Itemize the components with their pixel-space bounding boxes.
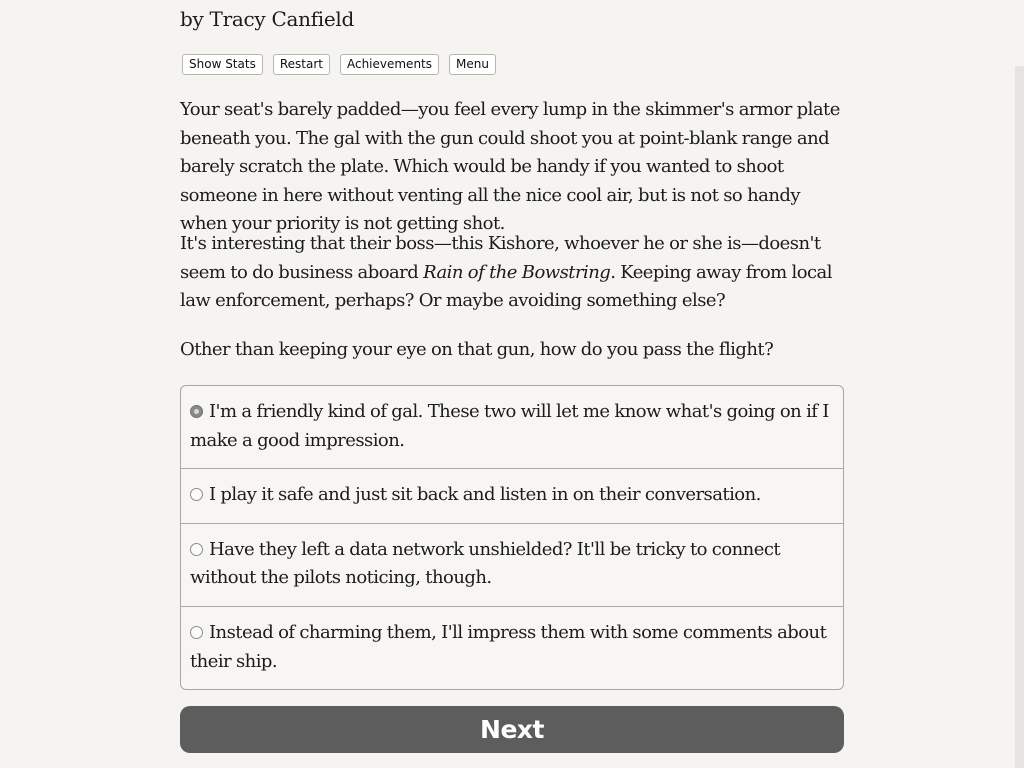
toolbar [182,54,496,75]
menu-button[interactable]: Menu [449,54,496,75]
choice-label: I play it safe and just sit back and listen in on their conversation. [209,484,761,506]
story-text-segment: It's interesting that their boss—this Kishore, whoever he or she is—doesn't seem to do business aboard [180,233,821,283]
choice-option-ship-comments[interactable] [181,606,843,689]
choice-label: Instead of charming them, I'll impress them with some comments about their ship. [190,621,827,672]
author-byline: by Tracy Canfield [180,7,354,31]
restart-button[interactable]: Restart [273,54,330,75]
choice-option-friendly[interactable] [181,386,843,468]
choice-label: Have they left a data network unshielded? It'll be tricky to connect without the pilots noticing, though. [190,538,781,589]
radio-button-selected[interactable] [190,405,203,418]
page-scrollbar[interactable] [1015,66,1024,768]
show-stats-button[interactable]: Show Stats [182,54,263,75]
radio-button[interactable] [190,488,203,501]
choice-label: I'm a friendly kind of gal. These two will let me know what's going on if I make a good impression. [190,401,829,451]
achievements-button[interactable]: Achievements [340,54,439,75]
story-text-segment: . Keeping away from local law enforcement, perhaps? Or maybe avoiding something else? [180,261,832,312]
story-paragraph: Your seat's barely padded—you feel every lump in the skimmer's armor plate beneath you. The gal with the gun could shoot you at point-blank range and barely scratch the plate. Which would be handy if you wanted to shoot someone in here without venting all the nice cool air, but is not so handy when your priority is not getting shot. [180,99,840,235]
choice-option-listen[interactable] [181,468,843,523]
radio-button[interactable] [190,543,203,556]
choice-option-data-network[interactable] [181,523,843,606]
story-paragraph [180,230,844,316]
next-button[interactable]: Next [180,706,844,753]
choice-list [180,385,844,690]
radio-button[interactable] [190,626,203,639]
choice-prompt: Other than keeping your eye on that gun, how do you pass the flight? [180,339,774,360]
ship-name: Rain of the Bowstring [423,261,611,283]
